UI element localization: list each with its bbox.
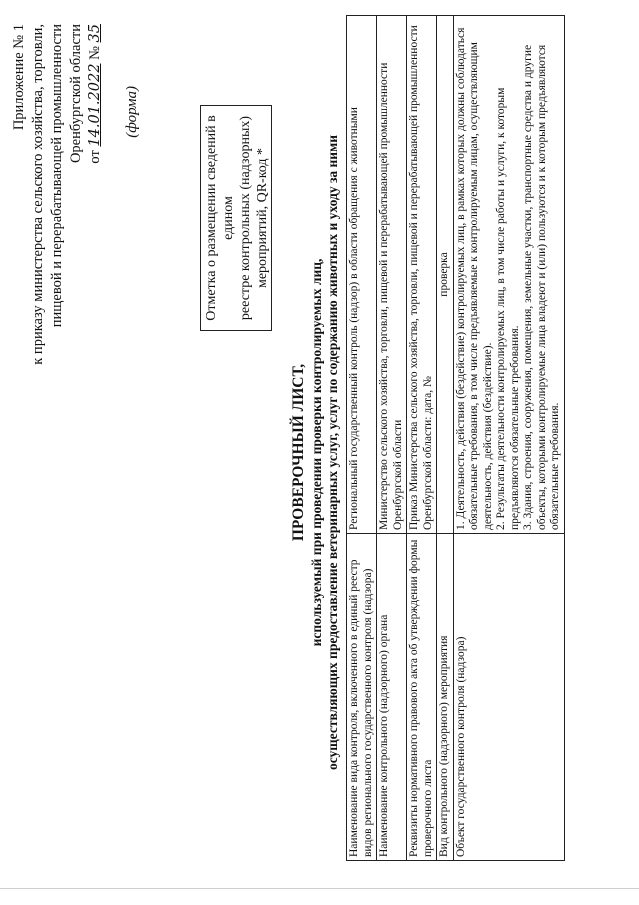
row-label: Наименование вида контроля, включенного в единый реестр видов регионального государственного контроля (надзора) xyxy=(347,534,377,861)
appendix-number-sign: № xyxy=(87,46,103,60)
appendix-title: Приложение № 1 xyxy=(11,24,27,131)
stamp-line-3: мероприятий, QR-код * xyxy=(255,147,270,289)
stamp-line-1: Отметка о размещении сведений в едином xyxy=(204,115,236,321)
appendix-number: 35 xyxy=(87,24,103,43)
appendix-order-line: к приказу министерства сельского хозяйства, торговли, xyxy=(30,24,46,365)
appendix-date: 14.01.2022 xyxy=(87,63,103,147)
document-subtitle-1: используемый при проведении проверки контролируемых лиц, xyxy=(309,258,324,647)
row-label: Наименование контрольного (надзорного) органа xyxy=(377,534,407,861)
stamp-line-2: реестре контрольных (надзорных) xyxy=(238,115,253,321)
table-row xyxy=(437,16,454,861)
row-label: Вид контрольного (надзорного) мероприятия xyxy=(437,534,454,861)
appendix-header xyxy=(10,24,105,464)
object-item-2: 2. Результаты деятельности контролируемых лиц, в том числе работы и услуги, к которым предъявляются обязательные требования. xyxy=(495,87,521,530)
table-row xyxy=(407,16,437,861)
appendix-region-line: Оренбургской области xyxy=(68,24,84,164)
object-item-1: 1. Деятельность, действия (бездействие) контролируемых лиц, в рамках которых должны соблюдаться обязательные требования, в том числе предъявляемые к контролируемым лицам, осуществляющим деятельность, действия (бездействие). xyxy=(454,27,494,530)
registry-stamp-box xyxy=(200,105,272,331)
table-row xyxy=(453,16,564,861)
table-row xyxy=(377,16,407,861)
appendix-date-line xyxy=(86,24,105,464)
appendix-date-prefix: от xyxy=(87,150,103,164)
appendix-ministry-line: пищевой и перерабатывающей промышленности xyxy=(49,24,65,328)
row-value: проверка xyxy=(437,16,454,534)
document-title: ПРОВЕРОЧНЫЙ ЛИСТ, xyxy=(290,363,307,542)
row-value: Министерство сельского хозяйства, торговли, пищевой и перерабатывающей промышленности Оренбургской области xyxy=(377,16,407,534)
object-item-3: 3. Здания, строения, сооружения, помещения, земельные участки, транспортные средства и другие объекты, которыми контролируемые лица владеют и (или) пользуются и к которым предъявляются обязательные требования. xyxy=(522,44,561,530)
row-label: Реквизиты нормативного правового акта об утверждении формы проверочного листа xyxy=(407,534,437,861)
row-value: Региональный государственный контроль (надзор) в области обращения с животными xyxy=(347,16,377,534)
checklist-table xyxy=(346,15,565,861)
page-bottom-rule xyxy=(0,888,639,889)
row-value: Приказ Министерства сельского хозяйства, торговли, пищевой и перерабатывающей промышленности Оренбургской области: дата, № xyxy=(407,16,437,534)
row-value-object xyxy=(453,16,564,534)
form-label: (форма) xyxy=(124,86,140,138)
row-label: Объект государственного контроля (надзора) xyxy=(453,534,564,861)
document-subtitle-2: осуществляющих предоставление ветеринарных услуг, услуг по содержанию животных и уходу за ними xyxy=(325,134,340,771)
table-row xyxy=(347,16,377,861)
